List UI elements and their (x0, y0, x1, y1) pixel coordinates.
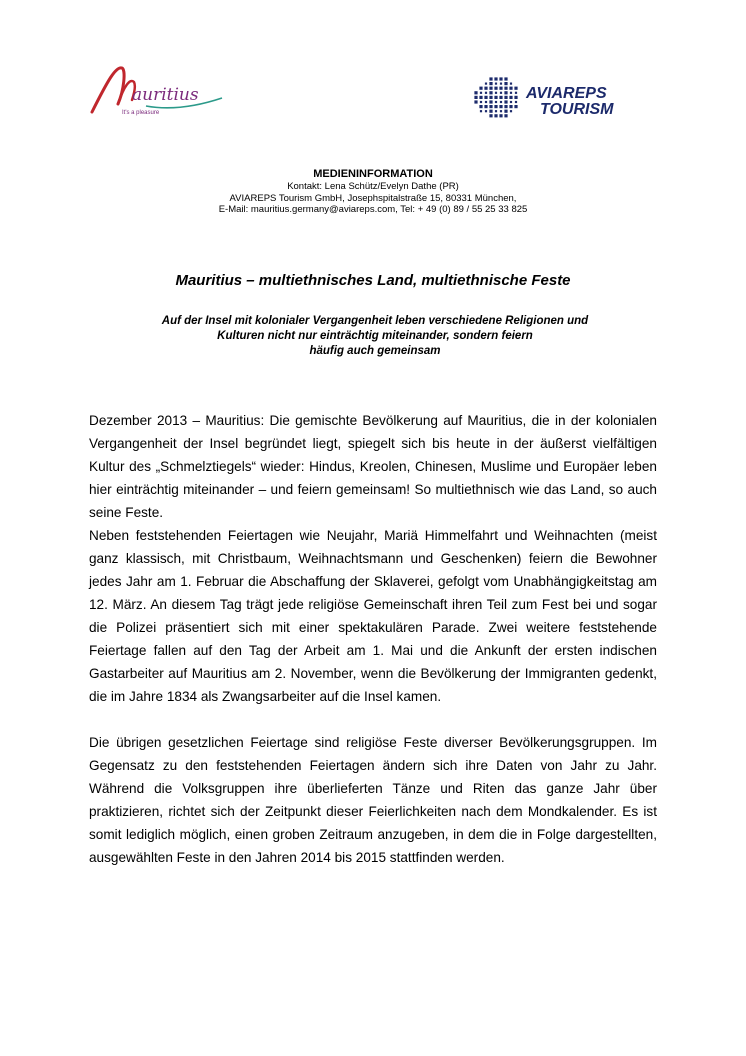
address-line: AVIAREPS Tourism GmbH, Josephspitalstraße 15, 80331 München, (229, 192, 517, 204)
logo-dot (494, 114, 497, 117)
logo-dot (479, 96, 482, 99)
logo-dot (504, 100, 507, 103)
logo-dot (500, 101, 502, 103)
body-paragraph: Dezember 2013 – Mauritius: Die gemischte Bevölkerung auf Mauritius, die in der kolonialen Vergangenheit der Insel begründet liegt, spiegelt sich bis heute in der äußerst vielfältigen Kultur des „Schmelztiegels“ wieder: Hindus, Kreolen, Chinesen, Muslime und Europäer leben hier einträchtig miteinander – und feiern gemeinsam! So multiethnisch wie das Land, so auch seine Feste. (89, 413, 657, 520)
logo-dot (495, 83, 497, 85)
logo-dot (514, 96, 517, 99)
logo-dot (480, 92, 482, 94)
logo-dot (500, 110, 502, 112)
logo-dot (499, 105, 502, 108)
logo-dot (484, 105, 487, 108)
body-paragraph: Neben feststehenden Feiertagen wie Neujahr, Mariä Himmelfahrt und Weihnachten (meist ganz klassisch, mit Christbaum, Weihnachtsmann und Geschenken) feiern die Bewohner jedes Jahr am 1. Februar die Abschaffung der Sklaverei, gefolgt vom Unabhängigkeitstag am 12. März. An diesem Tag trägt jede religiöse Gemeinschaft ihren Teil zum Fest bei und sogar die Polizei präsentiert sich mit einer spektakulären Parade. Zwei weitere feststehende Feiertage fallen auf den Tag der Arbeit am 1. Mai und die Ankunft der ersten indischen Gastarbeiter auf Mauritius am 2. November, wenn die Bevölkerung der Immigranten gedenkt, die im Jahre 1834 als Zwangsarbeiter auf die Insel kamen. (89, 528, 657, 704)
logo-dot (489, 110, 492, 113)
logo-dot (495, 101, 497, 103)
logo-dot (509, 96, 512, 99)
logo-dot (474, 96, 477, 99)
logo-dot (504, 114, 507, 117)
subheadline-line: Kulturen nicht nur einträchtig miteinander, sondern feiern (217, 330, 533, 342)
logo-aviareps-text: AVIAREPS (526, 85, 607, 102)
logo-dot (504, 77, 507, 80)
logo-dot (494, 96, 497, 99)
logo-dot (514, 87, 517, 90)
logo-dot (514, 105, 517, 108)
logo-dot (489, 87, 492, 90)
logo-dot (510, 92, 512, 94)
logo-dot (479, 105, 482, 108)
logo-dot (499, 96, 502, 99)
logo-tagline: It's a pleasure (122, 110, 160, 116)
logo-dot (485, 110, 487, 112)
logo-dot (489, 105, 492, 108)
logo-dot (499, 114, 502, 117)
logo-dot (474, 91, 477, 94)
body-paragraph: Die übrigen gesetzlichen Feiertage sind religiöse Feste diverser Bevölkerungsgruppen. Im Gegensatz zu den feststehenden Feiertagen ändern sich ihre Daten von Jahr zu Jahr. Während die Volksgruppen ihre überlieferten Tänze und Riten das ganze Jahr über praktizieren, richtet sich der Zeitpunkt dieser Feierlichkeiten nach dem Mondkalender. Es ist somit lediglich möglich, einen groben Zeitraum anzugeben, in dem die in Folge dargestellten, ausgewählten Feste in den Jahren 2014 bis 2015 stattfinden werden. (89, 735, 657, 865)
logo-dot (504, 91, 507, 94)
logo-dot (504, 87, 507, 90)
subheadline-line: Auf der Insel mit kolonialer Vergangenheit leben verschiedene Religionen und (161, 315, 589, 327)
logo-dot (489, 100, 492, 103)
subheadline-line: häufig auch gemeinsam (309, 345, 441, 357)
logo-dot (504, 105, 507, 108)
logo-dot (484, 87, 487, 90)
logo-dot (489, 96, 492, 99)
logo-dot (495, 92, 497, 94)
logo-dot (489, 91, 492, 94)
logo-dot (515, 92, 517, 94)
mauritius-logo (88, 60, 228, 120)
logo-dot (489, 114, 492, 117)
logo-dot (479, 87, 482, 90)
logo-dot (494, 105, 497, 108)
logo-dot (489, 77, 492, 80)
article-body (89, 409, 657, 869)
logo-dot (480, 110, 482, 112)
aviareps-logo (470, 76, 660, 122)
logo-dot (485, 83, 487, 85)
logo-swash (92, 68, 124, 112)
logo-wordmark: auritius (132, 85, 199, 105)
article-subheadline (110, 314, 640, 359)
logo-dot (510, 83, 512, 85)
logo-dot (489, 82, 492, 85)
article-headline: Mauritius – multiethnisches Land, multiethnische Feste (175, 272, 571, 289)
logo-dot (474, 100, 477, 103)
logo-dot (509, 105, 512, 108)
logo-dot (485, 92, 487, 94)
logo-dot (480, 101, 482, 103)
email-line: E-Mail: mauritius.germany@aviareps.com, Tel: + 49 (0) 89 / 55 25 33 825 (218, 204, 528, 215)
logo-dot (484, 96, 487, 99)
logo-tourism-text: TOURISM (540, 101, 614, 118)
press-header (0, 168, 746, 216)
logo-dot (504, 96, 507, 99)
logo-dot-grid (474, 77, 517, 117)
logo-dot (500, 92, 502, 94)
contact-line: Kontakt: Lena Schütz/Evelyn Dathe (PR) (287, 181, 459, 192)
logo-dot (485, 101, 487, 103)
logo-dot (510, 110, 512, 112)
logo-dot (500, 83, 502, 85)
logo-dot (504, 82, 507, 85)
logo-dot (499, 87, 502, 90)
press-info-title: MEDIENINFORMATION (313, 168, 433, 180)
logo-dot (509, 87, 512, 90)
logo-dot (515, 101, 517, 103)
logo-dot (495, 110, 497, 112)
logo-dot (510, 101, 512, 103)
logo-dot (494, 77, 497, 80)
logo-dot (494, 87, 497, 90)
logo-dot (504, 110, 507, 113)
logo-dot (499, 77, 502, 80)
